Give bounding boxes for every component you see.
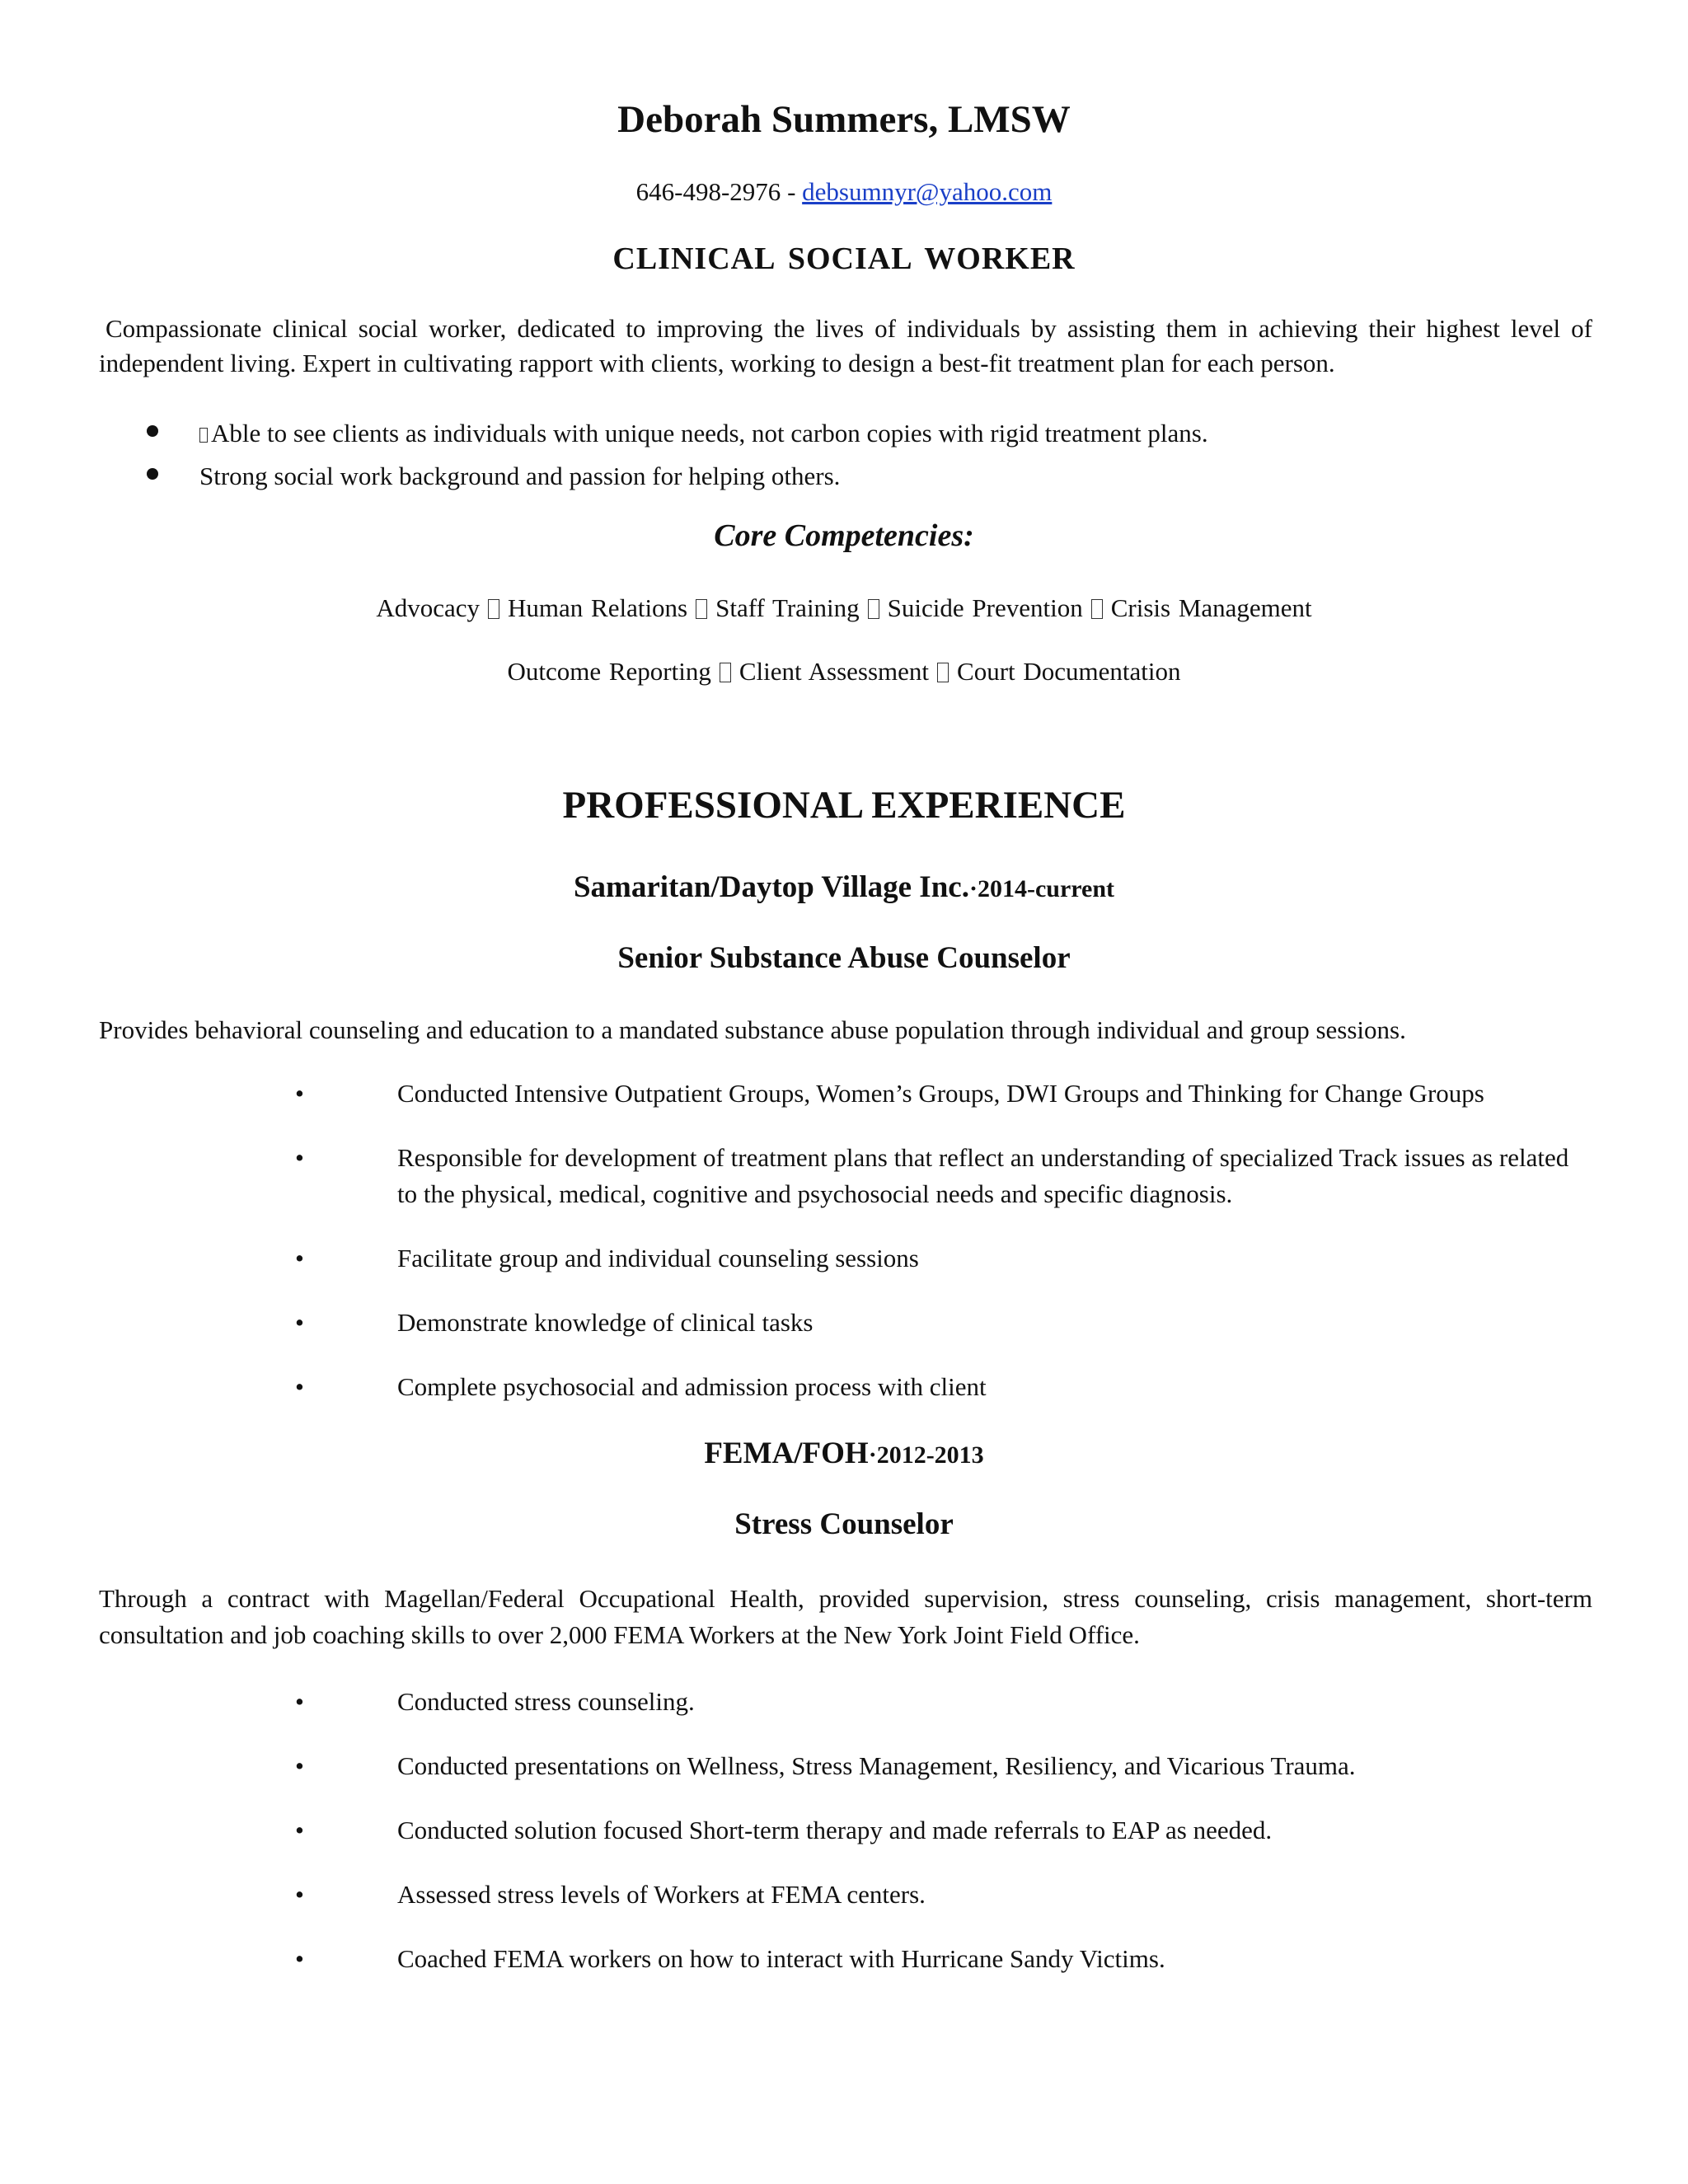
core-competencies-heading: Core Competencies: xyxy=(714,518,974,553)
bullet-icon: • xyxy=(295,1687,304,1716)
list-item xyxy=(99,1877,1592,1913)
role-description: Provides behavioral counseling and education to a mandated substance abuse population through individual and group sessions. xyxy=(99,1015,1406,1044)
list-item xyxy=(99,1369,1592,1405)
missing-glyph-icon xyxy=(199,428,208,443)
list-item xyxy=(99,1240,1592,1277)
bullet-icon xyxy=(147,468,158,480)
phone-number: 646-498-2976 xyxy=(635,177,781,206)
competency: Suicide Prevention xyxy=(887,593,1083,622)
list-item-text: Conducted presentations on Wellness, Stress Management, Resiliency, and Vicarious Trauma. xyxy=(397,1751,1356,1780)
separator-box-icon xyxy=(696,599,707,619)
competency: Court Documentation xyxy=(957,657,1181,686)
role-title: Senior Substance Abuse Counselor xyxy=(617,941,1071,975)
contact-separator: - xyxy=(781,177,803,206)
employer-heading xyxy=(0,869,1688,905)
list-item xyxy=(99,1684,1592,1720)
summary-paragraph: Compassionate clinical social worker, dedicated to improving the lives of individuals by assisting them in achieving their highest level of independent living. Expert in cultivating rapport with clients, working to design a best-fit treatment plan for each person. xyxy=(99,314,1592,377)
list-item xyxy=(99,1748,1592,1784)
list-item xyxy=(99,1305,1592,1341)
bullet-icon: • xyxy=(295,1751,304,1780)
bullet-icon: • xyxy=(295,1143,304,1172)
bullet-icon: • xyxy=(295,1244,304,1272)
competencies-line-1 xyxy=(0,593,1688,623)
bullet-icon: • xyxy=(295,1816,304,1844)
list-item-text: Complete psychosocial and admission process with client xyxy=(397,1372,987,1401)
bullet-icon: • xyxy=(295,1372,304,1401)
list-item xyxy=(99,1812,1592,1849)
bullet-icon: • xyxy=(295,1880,304,1909)
list-item-text: Coached FEMA workers on how to interact with Hurricane Sandy Victims. xyxy=(397,1944,1165,1973)
employer-name: FEMA/FOH xyxy=(704,1436,869,1470)
employer-heading xyxy=(0,1436,1688,1471)
employment-dates: ·2012-2013 xyxy=(868,1441,984,1469)
separator-box-icon xyxy=(488,599,499,619)
separator-box-icon xyxy=(720,663,731,682)
contact-line xyxy=(0,177,1688,207)
list-item-text: Conducted stress counseling. xyxy=(397,1687,695,1716)
role-title: Stress Counselor xyxy=(734,1507,954,1541)
employer-name: Samaritan/Daytop Village Inc. xyxy=(573,870,969,904)
summary-bullet xyxy=(147,455,1208,498)
duties-list xyxy=(99,1684,1592,2005)
list-item-text: Conducted solution focused Short-term therapy and made referrals to EAP as needed. xyxy=(397,1816,1273,1844)
job-title: CLINICAL SOCIAL WORKER xyxy=(612,241,1076,276)
bullet-icon: • xyxy=(295,1079,304,1108)
summary-bullets xyxy=(147,412,1208,498)
competency: Outcome Reporting xyxy=(507,657,711,686)
list-item xyxy=(99,1941,1592,1977)
candidate-name: Deborah Summers, LMSW xyxy=(617,98,1071,141)
competency: Human Relations xyxy=(508,593,688,622)
list-item-text: Facilitate group and individual counseling sessions xyxy=(397,1244,919,1272)
list-item-text: Demonstrate knowledge of clinical tasks xyxy=(397,1308,814,1337)
competency: Advocacy xyxy=(376,593,481,622)
employment-dates: ·2014-current xyxy=(968,875,1115,902)
competency: Staff Training xyxy=(715,593,860,622)
competency: Client Assessment xyxy=(738,657,930,686)
summary-bullet-text: Strong social work background and passion for helping others. xyxy=(199,462,841,490)
list-item xyxy=(99,1140,1592,1212)
email-link[interactable]: debsumnyr@yahoo.com xyxy=(802,177,1053,206)
separator-box-icon xyxy=(937,663,949,682)
role-description: Through a contract with Magellan/Federal Occupational Health, provided supervision, stress counseling, crisis management, short-term consultation and job coaching skills to over 2,000 FEMA Workers at the New York Joint Field Office. xyxy=(99,1584,1592,1649)
separator-box-icon xyxy=(1091,599,1103,619)
list-item-text: Responsible for development of treatment plans that reflect an understanding of specialized Track issues as related to the physical, medical, cognitive and psychosocial needs and specific diagnosis. xyxy=(397,1143,1569,1208)
bullet-icon: • xyxy=(295,1944,304,1973)
summary-bullet-text: Able to see clients as individuals with unique needs, not carbon copies with rigid treatment plans. xyxy=(211,419,1208,448)
list-item-text: Conducted Intensive Outpatient Groups, Women’s Groups, DWI Groups and Thinking for Change Groups xyxy=(397,1079,1484,1108)
experience-heading: PROFESSIONAL EXPERIENCE xyxy=(562,784,1126,827)
competency: Crisis Management xyxy=(1110,593,1312,622)
separator-box-icon xyxy=(868,599,879,619)
bullet-icon: • xyxy=(295,1308,304,1337)
list-item-text: Assessed stress levels of Workers at FEMA centers. xyxy=(397,1880,926,1909)
duties-list xyxy=(99,1076,1592,1433)
list-item xyxy=(99,1076,1592,1112)
bullet-icon xyxy=(147,425,158,437)
summary-bullet xyxy=(147,412,1208,455)
competencies-line-2 xyxy=(0,657,1688,687)
